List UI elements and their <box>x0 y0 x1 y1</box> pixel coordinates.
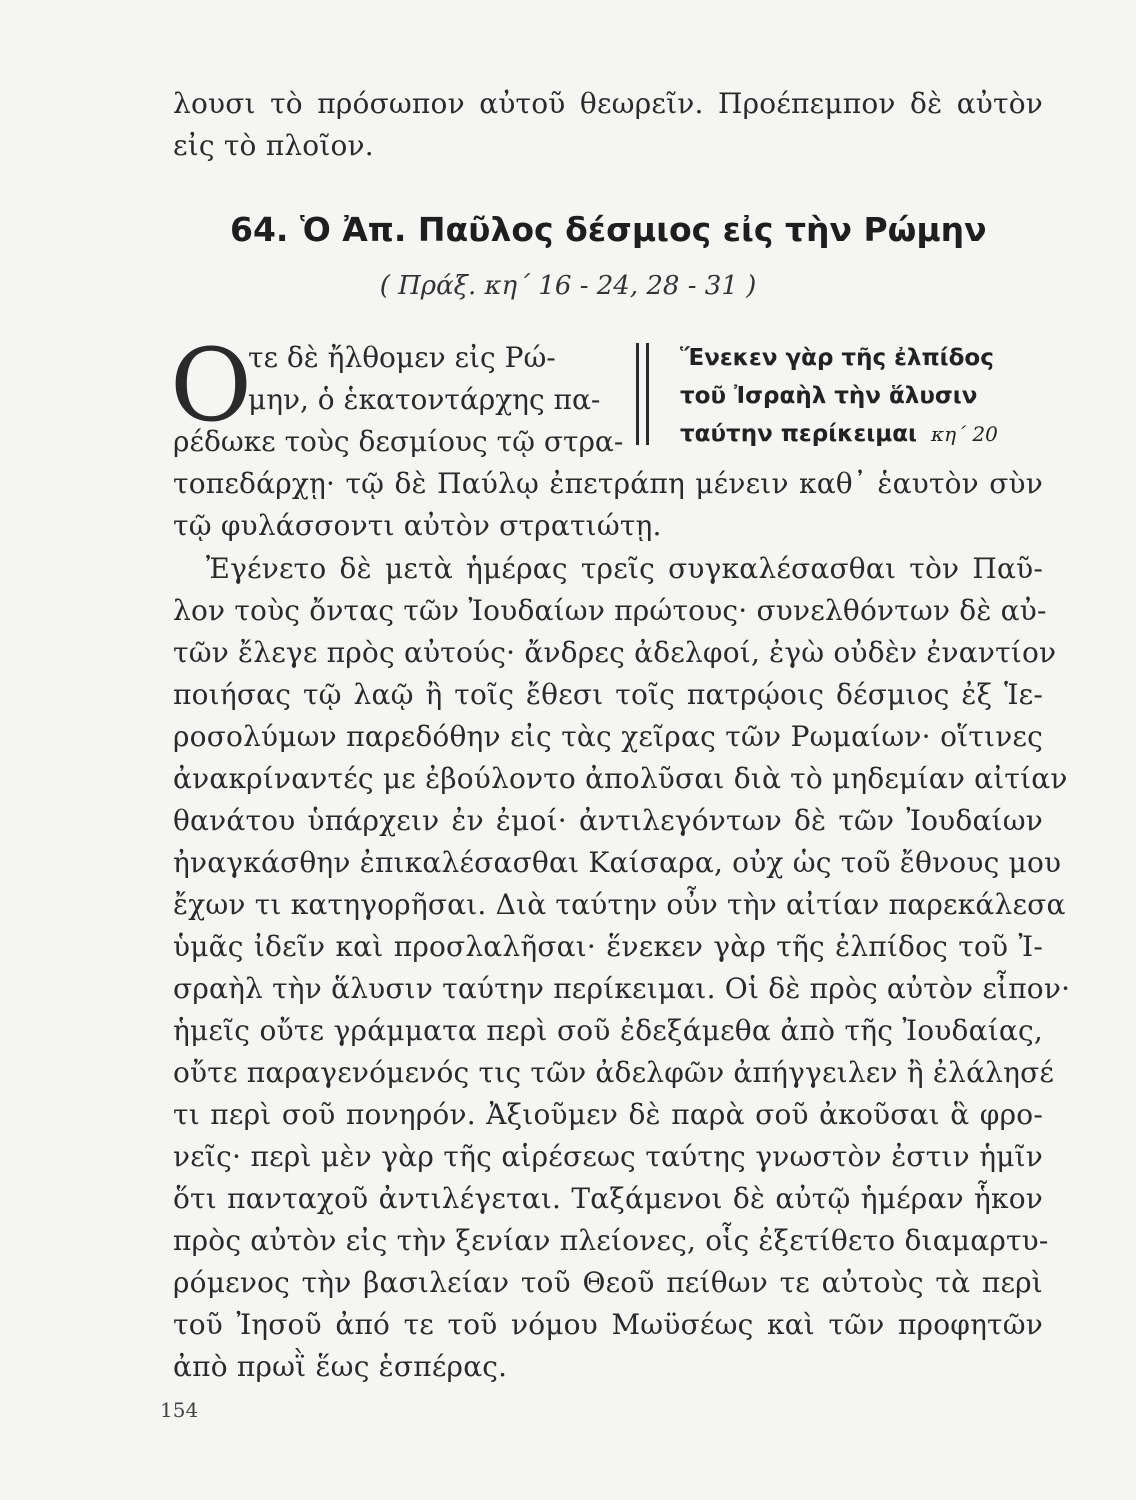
body-line: ἡμεῖς οὔτε γράμματα περὶ σοῦ ἐδεξάμεθα ἀπὸ τῆς Ἰουδαίας, <box>173 1014 1043 1047</box>
sidebar-reference: κη΄ 20 <box>930 422 998 446</box>
body-line: σραὴλ τὴν ἅλυσιν ταύτην περίκειμαι. Οἱ δὲ πρὸς αὐτὸν εἶπον· <box>173 972 1071 1005</box>
body-line: τοῦ Ἰησοῦ ἀπό τε τοῦ νόμου Μωϋσέως καὶ τῶν προφητῶν <box>173 1308 1043 1341</box>
section-heading: 64. Ὁ Ἀπ. Παῦλος δέσμιος εἰς τὴν Ρώμην <box>230 210 987 249</box>
body-line: ἀπὸ πρωῒ ἕως ἑσπέρας. <box>173 1350 508 1383</box>
body-line: τῶν ἔλεγε πρὸς αὐτούς· ἄνδρες ἀδελφοί, ἐγὼ οὐδὲν ἐναντίον <box>173 636 1057 669</box>
body-line: ἀνακρίναντές με ἐβούλοντο ἀπολῦσαι διὰ τὸ μηδεμίαν αἰτίαν <box>173 762 1068 795</box>
body-line: τι περὶ σοῦ πονηρόν. Ἀξιοῦμεν δὲ παρὰ σοῦ ἀκοῦσαι ἃ φρο- <box>173 1098 1043 1131</box>
intro-line-2: μην, ὁ ἑκατοντάρχης πα- <box>248 383 601 416</box>
body-line: ὅτι πανταχοῦ ἀντιλέγεται. Ταξάμενοι δὲ αὐτῷ ἡμέραν ἧκον <box>173 1182 1043 1215</box>
sidebar-quote-line-2: τοῦ Ἰσραὴλ τὴν ἅλυσιν <box>680 383 978 409</box>
margin-rule-right <box>646 343 649 445</box>
body-line: ποιήσας τῷ λαῷ ἢ τοῖς ἔθεσι τοῖς πατρῴοις δέσμιος ἐξ Ἱε- <box>173 678 1043 711</box>
section-reference: ( Πράξ. κη΄ 16 - 24, 28 - 31 ) <box>379 271 757 301</box>
sidebar-quote-text: ταύτην περίκειμαι <box>680 421 917 447</box>
body-line: ἠναγκάσθην ἐπικαλέσασθαι Καίσαρα, οὐχ ὡς τοῦ ἔθνους μου <box>173 846 1062 879</box>
body-line: οὔτε παραγενόμενός τις τῶν ἀδελφῶν ἀπήγγειλεν ἢ ἐλάλησέ <box>173 1056 1055 1089</box>
page-number: 154 <box>160 1398 199 1422</box>
body-line: ρόμενος τὴν βασιλείαν τοῦ Θεοῦ πείθων τε αὐτοὺς τὰ περὶ <box>173 1266 1043 1299</box>
margin-rule-left <box>636 343 639 445</box>
intro-line-3: ρέδωκε τοὺς δεσμίους τῷ στρα- <box>173 425 624 458</box>
body-line: θανάτου ὑπάρχειν ἐν ἐμοί· ἀντιλεγόντων δὲ τῶν Ἰουδαίων <box>173 804 1043 837</box>
body-line: τῷ φυλάσσοντι αὐτὸν στρατιώτῃ. <box>173 509 662 542</box>
body-line: νεῖς· περὶ μὲν γὰρ τῆς αἱρέσεως ταύτης γνωστὸν ἐστιν ἡμῖν <box>173 1140 1043 1173</box>
sidebar-quote-line-3 <box>680 418 1045 450</box>
top-line-1: λουσι τὸ πρόσωπον αὐτοῦ θεωρεῖν. Προέπεμπον δὲ αὐτὸν <box>173 87 1043 120</box>
body-line: ἔχων τι κατηγορῆσαι. Διὰ ταύτην οὖν τὴν αἰτίαν παρεκάλεσα <box>173 888 1066 921</box>
top-line-2: εἰς τὸ πλοῖον. <box>173 129 374 162</box>
body-line: τοπεδάρχῃ· τῷ δὲ Παύλῳ ἐπετράπη μένειν καθ᾽ ἑαυτὸν σὺν <box>173 467 1043 500</box>
body-line: ὑμᾶς ἰδεῖν καὶ προσλαλῆσαι· ἕνεκεν γὰρ τῆς ἐλπίδος τοῦ Ἰ- <box>173 930 1043 963</box>
intro-line-1: τε δὲ ἤλθομεν εἰς Ρώ- <box>248 341 556 374</box>
sidebar-quote-line-1: Ἕνεκεν γὰρ τῆς ἐλπίδος <box>680 345 994 371</box>
body-line: Ἐγένετο δὲ μετὰ ἡμέρας τρεῖς συγκαλέσασθαι τὸν Παῦ- <box>206 552 1043 585</box>
body-line: ροσολύμων παρεδόθην εἰς τὰς χεῖρας τῶν Ρωμαίων· οἵτινες <box>173 720 1043 753</box>
drop-cap: Ο <box>170 327 252 444</box>
body-line: λον τοὺς ὄντας τῶν Ἰουδαίων πρώτους· συνελθόντων δὲ αὐ- <box>173 594 1047 627</box>
body-line: πρὸς αὐτὸν εἰς τὴν ξενίαν πλείονες, οἷς ἐξετίθετο διαμαρτυ- <box>173 1224 1049 1257</box>
